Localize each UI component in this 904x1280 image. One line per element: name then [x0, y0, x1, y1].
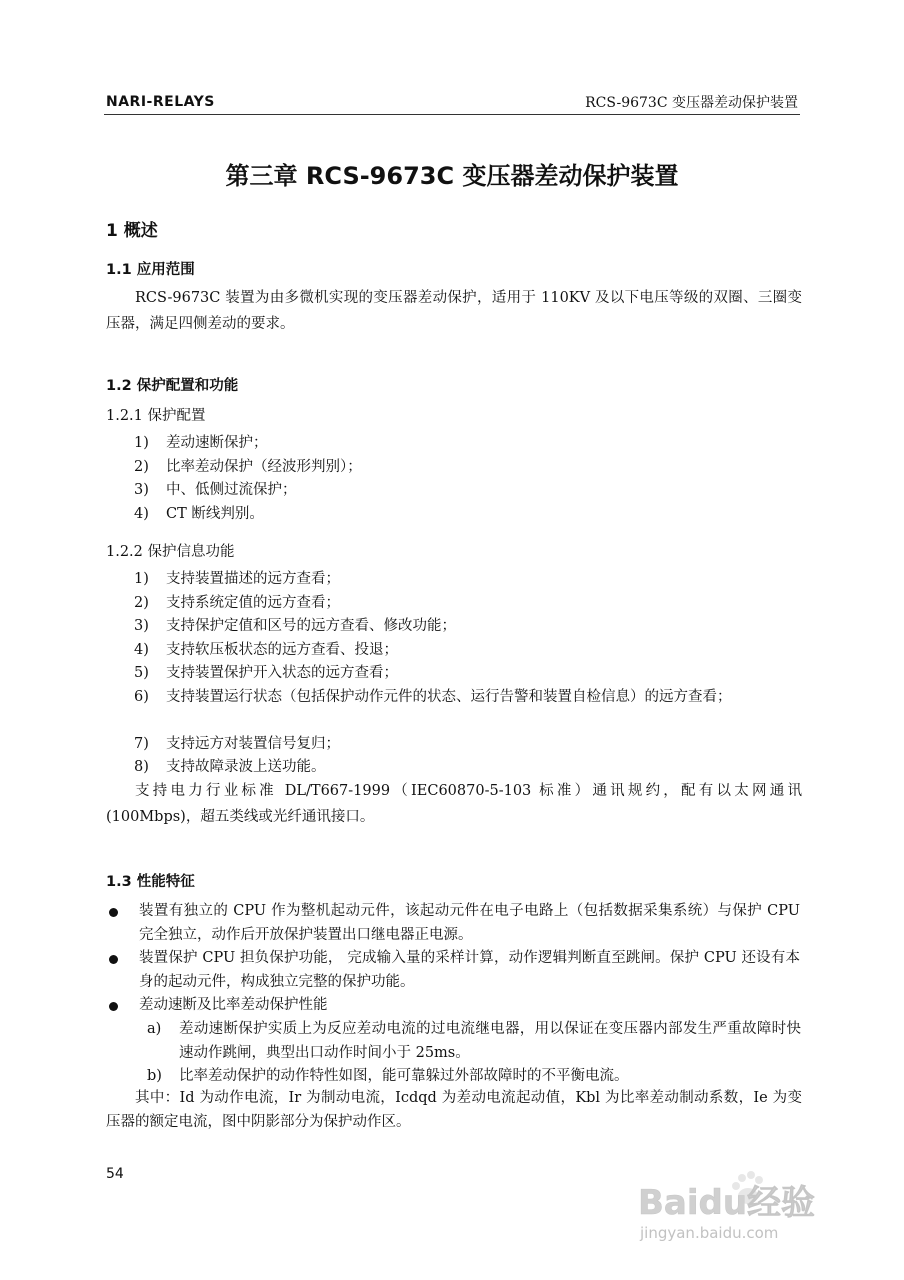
section-1-heading: 1 概述 [106, 221, 158, 241]
header-brand: NARI-RELAYS [106, 94, 215, 110]
baidu-watermark [634, 1168, 864, 1248]
list-item: 2) 支持系统定值的远方查看； [134, 594, 340, 611]
section-1-1-body: RCS-9673C 装置为由多微机实现的变压器差动保护，适用于 110KV 及以下电压等级的双圈、三圈变压器，满足四侧差动的要求。 [106, 290, 802, 332]
list-item: 4) CT 断线判别。 [134, 505, 264, 522]
bullet-dot-icon [109, 1002, 118, 1011]
section-1-2-2-heading: 1.2.2 保护信息功能 [106, 544, 235, 560]
list-item: 7) 支持远方对装置信号复归； [134, 735, 340, 752]
features-bullet-list [106, 900, 800, 1018]
list-item: 4) 支持软压板状态的远方查看、投退； [134, 641, 398, 658]
bullet-item: 差动速断及比率差动保护性能 [106, 994, 800, 1018]
sub-item: b) 比率差动保护的动作特性如图，能可靠躲过外部故障时的不平衡电流。 [147, 1068, 629, 1084]
section-1-1-heading: 1.1 应用范围 [106, 262, 195, 278]
chapter-title: 第三章 RCS-9673C 变压器差动保护装置 [225, 162, 679, 190]
list-item: 8) 支持故障录波上送功能。 [134, 759, 326, 775]
list-item: 6) 支持装置运行状态（包括保护动作元件的状态、运行告警和装置自检信息）的远方查看； [134, 688, 732, 705]
protection-config-list [134, 432, 800, 526]
watermark-url: jingyan.baidu.com [640, 1224, 779, 1242]
watermark-brand: Baidu经验 [638, 1183, 816, 1223]
header-rule [104, 114, 800, 115]
section-1-3-heading: 1.3 性能特征 [106, 874, 195, 890]
list-item: 3) 中、低侧过流保护； [134, 482, 297, 498]
list-item: 2) 比率差动保护（经波形判别）； [134, 458, 362, 475]
bullet-item: 装置有独立的 CPU 作为整机起动元件，该起动元件在电子电路上（包括数据采集系统）与保护 CPU 完全独立，动作后开放保护装置出口继电器正电源。 [106, 900, 800, 947]
page-number: 54 [106, 1166, 124, 1182]
bullet-dot-icon [109, 908, 118, 917]
closing-paragraph: 其中：Id 为动作电流，Ir 为制动电流，Icdqd 为差动电流起动值，Kbl 为比率差动制动系数，Ie 为变压器的额定电流，图中阴影部分为保护动作区。 [106, 1090, 802, 1130]
list-item: 1) 差动速断保护； [134, 435, 268, 451]
bullet-dot-icon [109, 955, 118, 964]
bullet-item: 装置保护 CPU 担负保护功能， 完成输入量的采样计算，动作逻辑判断直至跳闸。保护 CPU 还设有本身的起动元件，构成独立完整的保护功能。 [106, 947, 800, 994]
list-item: 3) 支持保护定值和区号的远方查看、修改功能； [134, 618, 456, 634]
section-1-2-1-heading: 1.2.1 保护配置 [106, 408, 206, 424]
info-function-list [134, 568, 800, 780]
list-item: 5) 支持装置保护开入状态的远方查看； [134, 665, 398, 681]
differential-subitems [147, 1018, 801, 1089]
protocol-note: 支持电力行业标准 DL/T667-1999（IEC60870-5-103 标准）通讯规约，配有以太网通讯(100Mbps)，超五类线或光纤通讯接口。 [106, 783, 802, 825]
sub-item: a) 差动速断保护实质上为反应差动电流的过电流继电器，用以保证在变压器内部发生严重故障时快速动作跳闸，典型出口动作时间小于 25ms。 [147, 1021, 801, 1061]
header-doc-title: RCS-9673C 变压器差动保护装置 [585, 95, 798, 111]
list-item: 1) 支持装置描述的远方查看； [134, 571, 340, 587]
section-1-2-heading: 1.2 保护配置和功能 [106, 378, 239, 394]
